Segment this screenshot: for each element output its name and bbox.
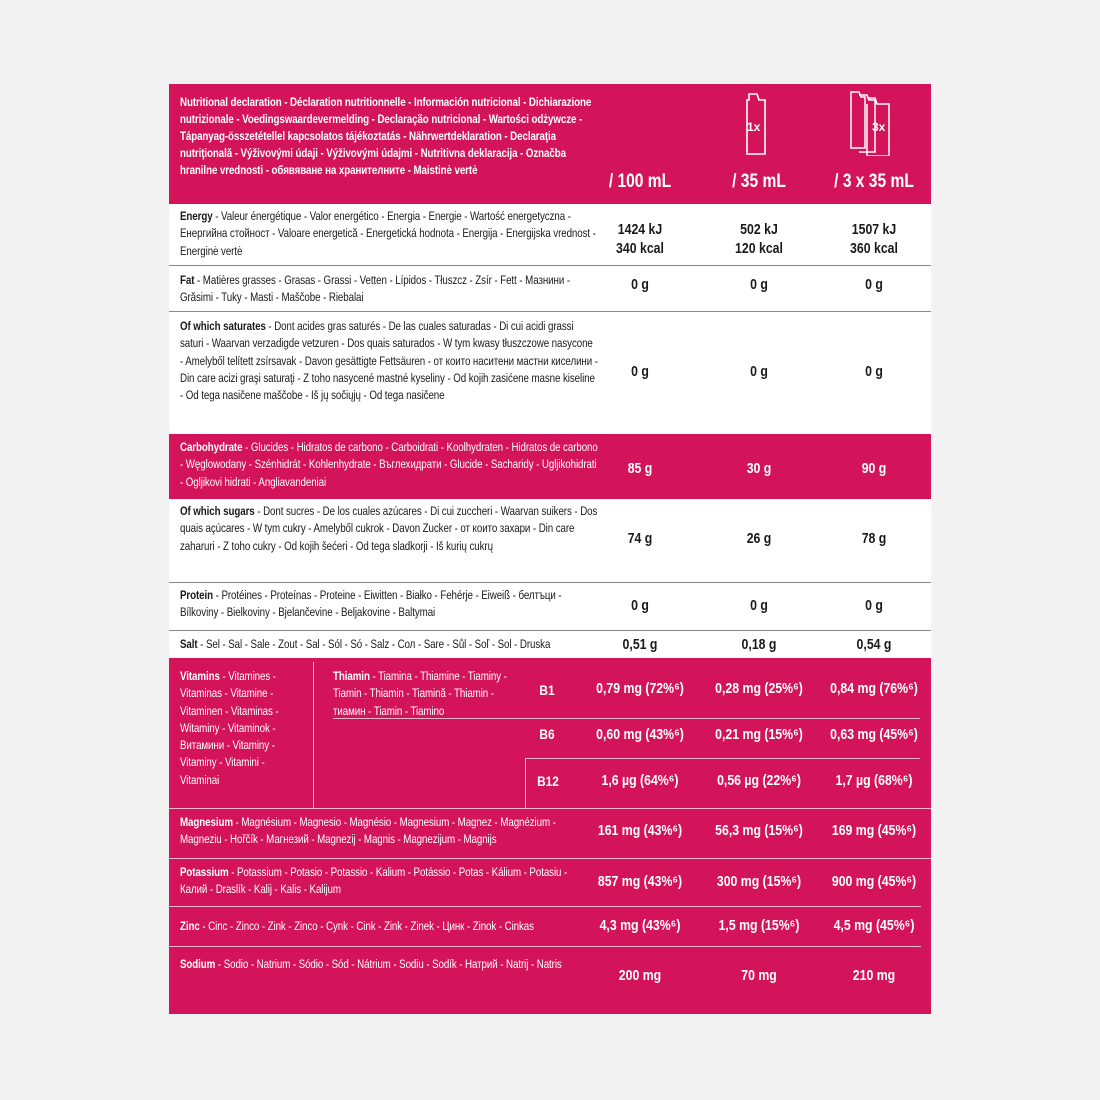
divider — [169, 946, 921, 947]
value-100ml: 85 g — [627, 460, 653, 477]
nutrition-table — [169, 84, 931, 1014]
row-label: Carbohydrate - Glucides - Hidratos de carbono - Carboidrati - Koolhydraten - Hidratos de carbono - Węglowodany - Szénhidrát - Kohlenhydrate - Въглехидрати - Glucide - Sacharidy - Ugljikohidrati - Ogljikovi hidrati - Angliavandeniai — [180, 440, 598, 489]
divider — [525, 758, 920, 759]
value-100ml: 161 mg (43%⁶) — [597, 822, 683, 839]
value-3x35ml: 0,84 mg (76%⁶) — [830, 680, 918, 697]
value-100ml: 0,51 g — [622, 636, 658, 653]
value-35ml: 30 g — [746, 460, 772, 477]
sodium-label: Sodium - Sodio - Natrium - Sódio - Sód - Nátrium - Sodiu - Sodík - Натрий - Natrij - Natris — [180, 957, 562, 971]
value-3x35ml: 900 mg (45%⁶) — [831, 873, 917, 890]
value-35ml: 0,28 mg (25%⁶) — [715, 680, 803, 697]
row-fat — [169, 266, 931, 311]
value-3x35ml: 90 g — [861, 460, 887, 477]
row-carbohydrate — [169, 434, 931, 499]
magnesium-label: Magnesium - Magnésium - Magnesio - Magnésio - Magnesium - Magnez - Magnézium - Magneziu - Hořčík - Магнезий - Magnezij - Magnis - Magnezijum - Magnijs — [180, 815, 556, 847]
value-3x35ml: 169 mg (45%⁶) — [831, 822, 917, 839]
value-3x35ml: 0 g — [865, 276, 883, 293]
value-3x35ml: 0 g — [865, 363, 883, 380]
row-label: Protein - Protéines - Proteínas - Proteine - Eiwitten - Białko - Fehérje - Eiweiß - белтъци - Bílkoviny - Bielkoviny - Bjelančevine - Beljakovine - Baltymai — [180, 588, 562, 620]
icon-3x-label: 3x — [872, 120, 886, 134]
row-energy — [169, 204, 931, 265]
value-35ml: 0 g — [750, 363, 768, 380]
value-100ml: 0 g — [631, 276, 649, 293]
value-35ml: 0,56 µg (22%⁶) — [717, 772, 801, 789]
table-header — [169, 84, 931, 204]
value-100ml: 0 g — [631, 597, 649, 614]
row-protein — [169, 583, 931, 630]
value-35ml: 1,5 mg (15%⁶) — [718, 917, 800, 934]
vitamins-minerals-block — [169, 658, 931, 1014]
divider — [169, 858, 931, 859]
value-3x35ml: 0,54 g — [856, 636, 892, 653]
value-35ml: 0,21 mg (15%⁶) — [715, 726, 803, 743]
value-3x35ml: 210 mg — [852, 967, 896, 984]
divider — [525, 759, 526, 808]
row-salt — [169, 631, 931, 658]
value-35ml: 0 g — [750, 597, 768, 614]
value-3x35ml: 0 g — [865, 597, 883, 614]
row-sugars — [169, 499, 931, 582]
value-35ml: 300 mg (15%⁶) — [716, 873, 802, 890]
vitamin-code-b12: B12 — [537, 773, 559, 789]
potassium-label: Potassium - Potassium - Potasio - Potassio - Kalium - Potássio - Potas - Kálium - Potasiu - Калий - Draslík - Kalij - Kalis - Kalijum — [180, 865, 568, 897]
value-3x35ml: 78 g — [861, 530, 887, 547]
divider — [333, 718, 920, 719]
row-label: Fat - Matières grasses - Grasas - Grassi - Vetten - Lípidos - Tłuszcz - Zsír - Fett - Мазнини - Grăsimi - Tuky - Masti - Maščobe - Riebalai — [180, 273, 571, 305]
zinc-label: Zinc - Cinc - Zinco - Zink - Zinco - Cynk - Cink - Zink - Zinek - Цинк - Zinok - Cinkas — [180, 919, 534, 933]
value-100ml: 1,6 µg (64%⁶) — [601, 772, 679, 789]
row-label: Of which saturates - Dont acides gras saturés - De las cuales saturadas - Di cui acidi grassi saturi - Waarvan verzadigde vetzuren - Dos quais saturados - W tym kwasy tłuszczowe nasycone - Amelyből telített zsírsavak - Davon gesättigte Fettsäuren - от които наситени мастни киселини - Din care acizi graşi saturaţi - Z toho nasycené mastné kyseliny - Od kojih zasićene masne kiseline - Od tega nasičene maščobe - Iš jų sočiųjų - Od tega nasičene — [180, 319, 598, 403]
vitamins-label: Vitamins - Vitamines - Vitaminas - Vitamine - Vitaminen - Vitaminas - Witaminy - Vitaminok - Витамини - Vitaminy - Vitaminy - Vitamini - Vitaminai — [180, 669, 279, 787]
value-100ml: 1424 kJ 340 kcal — [616, 221, 664, 257]
value-35ml: 26 g — [746, 530, 772, 547]
thiamin-label: Thiamin - Tiamina - Thiamine - Tiaminy - Tiamin - Thiamin - Tiamină - Thiamin - тиамин - Tiamin - Tiamino — [333, 669, 507, 718]
value-100ml: 0,60 mg (43%⁶) — [596, 726, 684, 743]
declaration-title: Nutritional declaration - Déclaration nutritionnelle - Información nutricional - Dichiarazione nutrizionale - Voedingswaardevermelding - Declaração nutricional - Wartości odżywcze - Tápanyag-összetétellel kapcsolatos tájékoztatás - Nährwertdeklaration - Declaraţia nutriţională - Výživovými údaji - Výživovými údajmi - Nutritivna deklaracija - Označba hranilne vrednosti - обявяване на хранителните - Maistinė vertė — [180, 95, 592, 177]
value-3x35ml: 1507 kJ 360 kcal — [850, 221, 898, 257]
vitamin-code-b6: B6 — [539, 726, 555, 742]
value-100ml: 0,79 mg (72%⁶) — [596, 680, 684, 697]
value-100ml: 200 mg — [618, 967, 662, 984]
vitamin-code-b1: B1 — [539, 682, 555, 698]
divider — [169, 808, 931, 809]
value-3x35ml: 0,63 mg (45%⁶) — [830, 726, 918, 743]
column-header-100ml: / 100 mL — [608, 171, 672, 192]
value-100ml: 74 g — [627, 530, 653, 547]
value-3x35ml: 4,5 mg (45%⁶) — [833, 917, 915, 934]
vitamins-divider — [313, 662, 314, 808]
divider — [169, 906, 921, 907]
column-header-3x35ml: / 3 x 35 mL — [834, 171, 914, 192]
value-3x35ml: 1,7 µg (68%⁶) — [835, 772, 913, 789]
value-100ml: 857 mg (43%⁶) — [597, 873, 683, 890]
row-saturates — [169, 312, 931, 434]
row-label: Energy - Valeur énergétique - Valor energético - Energia - Energie - Wartość energetyczna - Енергийна стойност - Valoare energetică - Energetická hodnota - Energija - Energijska vrednost - Energinė vertė — [180, 209, 596, 258]
value-35ml: 70 mg — [741, 967, 777, 984]
value-35ml: 0 g — [750, 276, 768, 293]
value-35ml: 56,3 mg (15%⁶) — [715, 822, 803, 839]
value-35ml: 502 kJ 120 kcal — [735, 221, 783, 257]
value-100ml: 4,3 mg (43%⁶) — [599, 917, 681, 934]
icon-1x-label: 1x — [747, 120, 761, 134]
column-header-35ml: / 35 mL — [732, 171, 786, 192]
value-100ml: 0 g — [631, 363, 649, 380]
value-35ml: 0,18 g — [741, 636, 777, 653]
row-label: Salt - Sel - Sal - Sale - Zout - Sal - Sól - Só - Salz - Сол - Sare - Sůl - Soľ - Sol - Druska — [180, 637, 551, 651]
row-label: Of which sugars - Dont sucres - De los cuales azúcares - Di cui zuccheri - Waarvan suikers - Dos quais açúcares - W tym cukry - Amelyből cukrok - Davon Zucker - от които захари - Din care zaharuri - Z toho cukry - Od kojih šećeri - Od tega sladkorji - Iš kurių cukrų — [180, 504, 598, 553]
